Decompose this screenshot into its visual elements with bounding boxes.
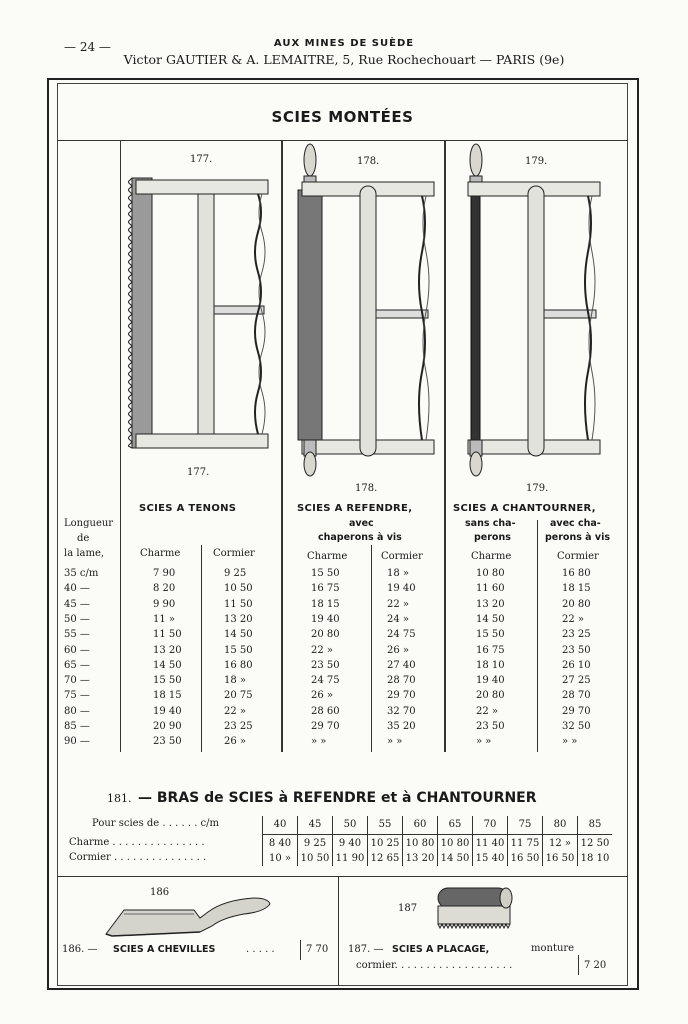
divider-lengths <box>120 140 121 752</box>
heading-chantourner: SCIES A CHANTOURNER, <box>453 503 596 514</box>
bras-sizes-cell: 65 <box>448 819 462 830</box>
fig-179-bottom: 179. <box>526 483 549 494</box>
item187-suffix: monture <box>531 943 575 954</box>
cell-length: 40 — <box>64 583 90 595</box>
cell-tenons-cormier: 13 20 <box>224 613 253 625</box>
heading-refendre: SCIES A REFENDRE, <box>297 503 413 514</box>
item187-number: 187. — <box>348 944 384 955</box>
bras-col-rule <box>472 816 473 866</box>
item187-price-rule <box>578 955 579 975</box>
bras-charme-cell: 10 80 <box>440 838 470 849</box>
cell-tenons-cormier: 11 50 <box>224 598 253 610</box>
cell-refendre-charme: 26 » <box>311 690 334 702</box>
chant-charme-header: Charme <box>471 551 512 562</box>
bras-sizes-cell: 50 <box>343 819 357 830</box>
fig-178-top: 178. <box>357 156 380 167</box>
divider-refendre-sub <box>371 545 372 752</box>
cell-chant-charme: 19 40 <box>476 675 505 687</box>
cell-tenons-cormier: 14 50 <box>224 629 253 641</box>
cell-tenons-charme: 8 20 <box>153 583 176 595</box>
cell-tenons-charme: 15 50 <box>153 675 182 687</box>
bras-cormier-cell: 10 50 <box>300 853 330 864</box>
bras-cormier-cell: 10 » <box>268 853 292 864</box>
item186-label: SCIES A CHEVILLES <box>113 944 216 955</box>
cell-chant-charme: » » <box>476 736 492 748</box>
cell-refendre-cormier: 35 20 <box>387 721 416 732</box>
bras-sizes-cell: 85 <box>588 819 602 830</box>
divider-refendre <box>444 140 446 752</box>
cell-refendre-charme: 23 50 <box>311 659 340 671</box>
cell-length: 35 c/m <box>64 568 99 579</box>
item186-price: 7 70 <box>306 944 329 955</box>
tenons-charme-header: Charme <box>140 548 181 559</box>
cell-chant-cormier: 18 15 <box>562 583 591 595</box>
cell-length: 75 — <box>64 690 90 702</box>
cell-refendre-cormier: 24 » <box>387 613 410 625</box>
cell-tenons-charme: 11 50 <box>153 629 182 641</box>
cell-chant-cormier: 27 25 <box>562 675 591 687</box>
cell-tenons-charme: 13 20 <box>153 644 182 656</box>
cell-length: 65 — <box>64 659 90 671</box>
cell-length: 85 — <box>64 721 90 732</box>
chant-sub-b2: perons à vis <box>545 532 611 543</box>
bras-charme-cell: 10 80 <box>405 838 435 849</box>
cell-chant-cormier: 20 80 <box>562 598 591 610</box>
page-title: SCIES MONTÉES <box>271 108 414 126</box>
bras-cormier-cell: 16 50 <box>545 853 575 864</box>
cell-refendre-charme: 16 75 <box>311 583 340 595</box>
refendre-sub1: avec <box>349 518 374 529</box>
refendre-charme-header: Charme <box>307 551 348 562</box>
cell-chant-cormier: 22 » <box>562 613 585 625</box>
cell-length: 70 — <box>64 675 90 687</box>
bras-charme-cell: 10 25 <box>370 838 400 849</box>
cell-chant-cormier: 28 70 <box>562 690 591 702</box>
cell-refendre-charme: 20 80 <box>311 629 340 641</box>
cell-chant-charme: 14 50 <box>476 613 505 625</box>
divider-tenons-sub <box>201 545 202 752</box>
chant-cormier-header: Cormier <box>557 551 599 562</box>
bras-sizes-cell: 60 <box>413 819 427 830</box>
bras-cormier-cell: 14 50 <box>440 853 470 864</box>
length-header-1: Longueur <box>64 518 114 529</box>
bras-charme-cell: 12 » <box>548 838 572 849</box>
cell-tenons-cormier: 20 75 <box>224 690 253 702</box>
length-header-3: la lame, <box>64 548 105 559</box>
chant-sub-b1: avec cha- <box>550 518 601 529</box>
cell-tenons-cormier: 9 25 <box>224 568 247 579</box>
bras-charme-cell: 12 50 <box>580 838 610 849</box>
bras-col-rule <box>262 816 263 866</box>
item187-price: 7 20 <box>584 960 607 971</box>
cell-chant-charme: 23 50 <box>476 721 505 732</box>
cell-tenons-cormier: 23 25 <box>224 721 253 732</box>
bras-cormier-cell: 16 50 <box>510 853 540 864</box>
cell-tenons-charme: 14 50 <box>153 659 182 671</box>
cell-chant-charme: 11 60 <box>476 583 505 595</box>
bras-sizes-cell: 55 <box>378 819 392 830</box>
bras-sizes-cell: 80 <box>553 819 567 830</box>
cell-tenons-charme: 18 15 <box>153 690 182 702</box>
bras-cormier-cell: 13 20 <box>405 853 435 864</box>
bras-title: — BRAS de SCIES à REFENDRE et à CHANTOURNER <box>138 790 537 806</box>
item187-label: SCIES A PLACAGE, <box>392 944 490 955</box>
bras-sizes-cell: 40 <box>273 819 287 830</box>
bras-charme-cell: 9 40 <box>338 838 362 849</box>
cell-tenons-charme: 11 » <box>153 613 176 625</box>
fig-177-bottom: 177. <box>187 467 210 478</box>
cell-chant-cormier: 32 50 <box>562 721 591 732</box>
bras-charme-cell: 11 40 <box>475 838 505 849</box>
refendre-cormier-header: Cormier <box>381 551 423 562</box>
cell-length: 55 — <box>64 629 90 641</box>
tenon-saw-illustration <box>128 172 273 462</box>
fig-178-bottom: 178. <box>355 483 378 494</box>
cell-tenons-charme: 20 90 <box>153 721 182 732</box>
cell-length: 60 — <box>64 644 90 656</box>
divider-tenons <box>281 140 283 752</box>
fig-179-top: 179. <box>525 156 548 167</box>
bras-col-rule <box>577 816 578 866</box>
cell-chant-charme: 13 20 <box>476 598 505 610</box>
cell-chant-charme: 16 75 <box>476 644 505 656</box>
fig-186-number: 186 <box>150 887 170 898</box>
cell-chant-cormier: 16 80 <box>562 568 591 579</box>
bras-sizes-cell: 45 <box>308 819 322 830</box>
bras-col-rule <box>332 816 333 866</box>
cell-chant-charme: 20 80 <box>476 690 505 702</box>
bras-charme-cell: 11 75 <box>510 838 540 849</box>
chant-sub-a2: perons <box>474 532 511 543</box>
veneer-saw-illustration <box>434 884 516 932</box>
title-divider <box>57 140 628 141</box>
item187-line2: cormier. . . . . . . . . . . . . . . . . . . <box>356 960 513 971</box>
cell-chant-charme: 18 10 <box>476 659 505 671</box>
cell-refendre-cormier: 22 » <box>387 598 410 610</box>
cell-refendre-charme: 24 75 <box>311 675 340 687</box>
cell-refendre-charme: 19 40 <box>311 613 340 625</box>
cell-refendre-cormier: 18 » <box>387 568 410 579</box>
bras-col-rule <box>542 816 543 866</box>
cell-tenons-charme: 19 40 <box>153 705 182 717</box>
cell-tenons-charme: 9 90 <box>153 598 176 610</box>
bras-col-rule <box>402 816 403 866</box>
bras-label-charme: Charme . . . . . . . . . . . . . . . <box>69 837 205 848</box>
fig-177-top: 177. <box>190 154 213 165</box>
item186-dots: . . . . . <box>246 944 275 955</box>
cell-refendre-cormier: 27 40 <box>387 659 416 671</box>
store-name: AUX MINES DE SUÈDE <box>273 38 415 49</box>
dowel-saw-illustration <box>104 892 274 938</box>
cell-chant-cormier: 29 70 <box>562 705 591 717</box>
cell-length: 50 — <box>64 613 90 625</box>
cell-tenons-cormier: 22 » <box>224 705 247 717</box>
cell-chant-charme: 15 50 <box>476 629 505 641</box>
cell-refendre-cormier: 19 40 <box>387 583 416 595</box>
cell-length: 80 — <box>64 705 90 717</box>
refendre-sub2: chaperons à vis <box>318 532 402 543</box>
item186-number: 186. — <box>62 944 98 955</box>
cell-refendre-cormier: 32 70 <box>387 705 416 717</box>
cell-tenons-cormier: 18 » <box>224 675 247 687</box>
cell-refendre-charme: 15 50 <box>311 568 340 579</box>
cell-refendre-cormier: 26 » <box>387 644 410 656</box>
bras-charme-cell: 9 25 <box>303 838 327 849</box>
bras-col-rule <box>507 816 508 866</box>
bras-cormier-cell: 15 40 <box>475 853 505 864</box>
bras-col-rule <box>437 816 438 866</box>
cell-tenons-cormier: 10 50 <box>224 583 253 595</box>
cell-length: 90 — <box>64 736 90 748</box>
cell-refendre-charme: » » <box>311 736 327 748</box>
divider-chant-sub <box>537 520 538 752</box>
rip-saw-illustration <box>290 142 440 482</box>
cell-refendre-charme: 18 15 <box>311 598 340 610</box>
bras-cormier-cell: 18 10 <box>580 853 610 864</box>
scroll-saw-illustration <box>458 142 608 482</box>
bras-col-rule <box>297 816 298 866</box>
cell-tenons-cormier: 16 80 <box>224 659 253 671</box>
cell-chant-charme: 10 80 <box>476 568 505 579</box>
cell-chant-cormier: 26 10 <box>562 659 591 671</box>
page-number: — 24 — <box>64 40 111 54</box>
cell-refendre-cormier: » » <box>387 736 403 748</box>
cell-refendre-cormier: 24 75 <box>387 629 416 641</box>
cell-tenons-cormier: 26 » <box>224 736 247 748</box>
tenons-cormier-header: Cormier <box>213 548 255 559</box>
bras-cormier-cell: 12 65 <box>370 853 400 864</box>
bras-label-cormier: Cormier . . . . . . . . . . . . . . . <box>69 852 207 863</box>
store-address: Victor GAUTIER & A. LEMAITRE, 5, Rue Rochechouart — PARIS (9e) <box>123 52 565 67</box>
cell-chant-cormier: 23 25 <box>562 629 591 641</box>
cell-refendre-cormier: 29 70 <box>387 690 416 702</box>
chant-sub-a1: sans cha- <box>465 518 516 529</box>
bras-cormier-cell: 11 90 <box>335 853 365 864</box>
bras-col-rule <box>367 816 368 866</box>
cell-chant-cormier: 23 50 <box>562 644 591 656</box>
item186-price-rule <box>300 940 301 960</box>
bras-charme-cell: 8 40 <box>268 838 292 849</box>
fig-187-number: 187 <box>398 903 418 914</box>
cell-length: 45 — <box>64 598 90 610</box>
cell-chant-cormier: » » <box>562 736 578 748</box>
heading-tenons: SCIES A TENONS <box>139 503 237 514</box>
cell-tenons-cormier: 15 50 <box>224 644 253 656</box>
bras-number: 181. <box>107 792 132 805</box>
length-header-2: de <box>77 533 90 544</box>
cell-refendre-charme: 22 » <box>311 644 334 656</box>
bras-sizes-cell: 75 <box>518 819 532 830</box>
cell-tenons-charme: 7 90 <box>153 568 176 579</box>
cell-refendre-cormier: 28 70 <box>387 675 416 687</box>
bottom-section-rule <box>57 876 628 877</box>
cell-refendre-charme: 29 70 <box>311 721 340 732</box>
cell-chant-charme: 22 » <box>476 705 499 717</box>
cell-tenons-charme: 23 50 <box>153 736 182 748</box>
bras-sizes-cell: 70 <box>483 819 497 830</box>
cell-refendre-charme: 28 60 <box>311 705 340 717</box>
bras-label-pour: Pour scies de . . . . . . c/m <box>92 818 219 829</box>
bottom-divider <box>338 876 339 986</box>
